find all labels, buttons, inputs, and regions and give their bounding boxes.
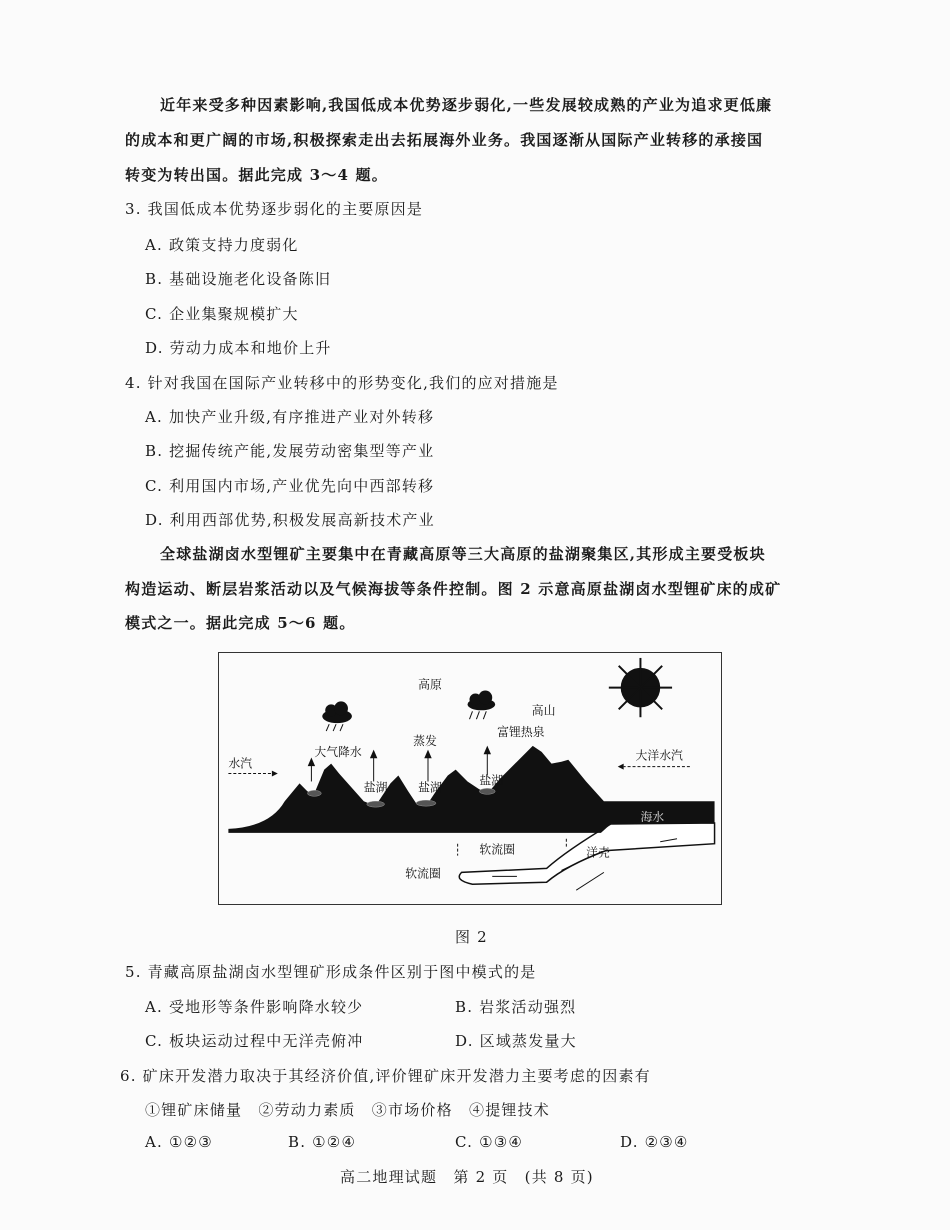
diagram-svg	[219, 653, 720, 903]
passage1-line: 近年来受多种因素影响,我国低成本优势逐步弱化,一些发展较成熟的产业为追求更低廉	[160, 96, 773, 114]
label-seawater: 海水	[640, 809, 665, 824]
label-plateau: 高原	[418, 677, 442, 692]
label-asthenosphere: 软流圈	[479, 842, 515, 857]
passage2-line: 模式之一。据此完成 5～6 题。	[125, 614, 356, 632]
q5-option-d: D. 区域蒸发量大	[455, 1032, 577, 1050]
q6-option-b: B. ①②④	[288, 1133, 357, 1151]
q6-option-d: D. ②③④	[620, 1133, 689, 1151]
label-ocean-vapor: 大洋水汽	[635, 748, 683, 763]
salt-lake-shape	[367, 801, 385, 807]
q3-option-d: D. 劳动力成本和地价上升	[145, 339, 332, 357]
q6-option-a: A. ①②③	[145, 1133, 213, 1151]
label-oceanic-crust: 洋壳	[586, 845, 610, 860]
label-asthenosphere: 软流圈	[405, 866, 441, 881]
label-precipitation: 大气降水	[314, 744, 362, 759]
label-water-vapor: 水汽	[228, 756, 253, 771]
sun-icon	[609, 658, 672, 717]
q4-stem: 4. 针对我国在国际产业转移中的形势变化,我们的应对措施是	[125, 374, 559, 392]
label-salt-lake: 盐湖	[418, 780, 442, 795]
q5-option-c: C. 板块运动过程中无洋壳俯冲	[145, 1032, 364, 1050]
q3-stem: 3. 我国低成本优势逐步弱化的主要原因是	[125, 200, 424, 218]
q6-items: ①锂矿床储量 ②劳动力素质 ③市场价格 ④提锂技术	[145, 1101, 551, 1119]
q4-option-d: D. 利用西部优势,积极发展高新技术产业	[145, 511, 435, 529]
rain-cloud-icon	[468, 691, 496, 720]
rain-cloud-icon	[322, 701, 352, 731]
passage2-line: 构造运动、断层岩浆活动以及气候海拔等条件控制。图 2 示意高原盐湖卤水型锂矿床的成矿	[125, 580, 782, 598]
q6-stem: 6. 矿床开发潜力取决于其经济价值,评价锂矿床开发潜力主要考虑的因素有	[120, 1067, 651, 1085]
label-salt-lake: 盐湖	[363, 780, 388, 795]
label-salt-lake: 盐湖	[479, 773, 504, 788]
q3-option-c: C. 企业集聚规模扩大	[145, 305, 299, 323]
q3-option-b: B. 基础设施老化设备陈旧	[145, 270, 332, 288]
q3-option-a: A. 政策支持力度弱化	[145, 236, 299, 254]
passage1-line: 转变为转出国。据此完成 3～4 题。	[125, 166, 388, 184]
salt-lake-shape	[416, 800, 436, 806]
q4-option-a: A. 加快产业升级,有序推进产业对外转移	[145, 408, 435, 426]
salt-lake-shape	[479, 788, 495, 794]
lithium-deposit-diagram	[218, 652, 722, 905]
passage1-line: 的成本和更广阔的市场,积极探索走出去拓展海外业务。我国逐渐从国际产业转移的承接国	[125, 131, 764, 149]
q4-option-c: C. 利用国内市场,产业优先向中西部转移	[145, 477, 435, 495]
label-lithium-hot-spring: 富锂热泉	[497, 725, 545, 740]
q5-stem: 5. 青藏高原盐湖卤水型锂矿形成条件区别于图中模式的是	[125, 963, 537, 981]
q5-option-b: B. 岩浆活动强烈	[455, 998, 577, 1016]
q5-option-a: A. 受地形等条件影响降水较少	[145, 998, 364, 1016]
salt-lake-shape	[307, 790, 321, 796]
passage2-line: 全球盐湖卤水型锂矿主要集中在青藏高原等三大高原的盐湖聚集区,其形成主要受板块	[160, 545, 766, 563]
figure-caption: 图 2	[455, 928, 488, 946]
q6-option-c: C. ①③④	[455, 1133, 524, 1151]
q4-option-b: B. 挖掘传统产能,发展劳动密集型等产业	[145, 442, 435, 460]
page-footer: 高二地理试题 第 2 页 (共 8 页)	[340, 1168, 594, 1186]
label-high-mountain: 高山	[531, 703, 556, 718]
label-evaporation: 蒸发	[413, 733, 437, 748]
